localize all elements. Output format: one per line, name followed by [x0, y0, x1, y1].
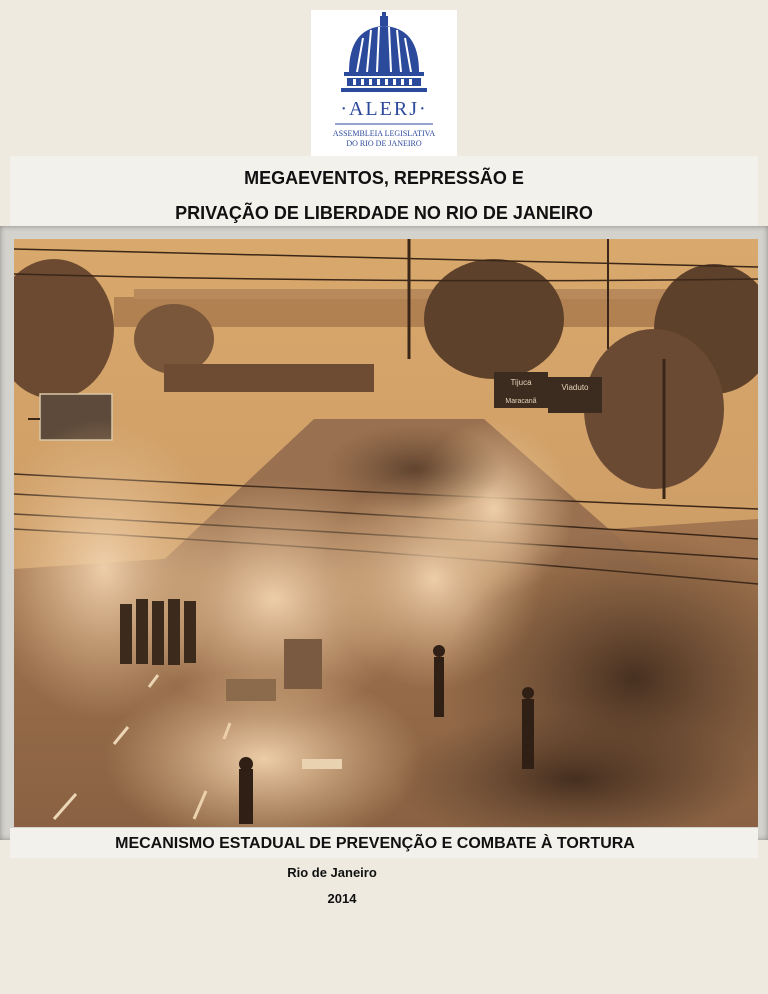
sign-text-tijuca: Tijuca	[510, 378, 532, 387]
document-title-line2: PRIVAÇÃO DE LIBERDADE NO RIO DE JANEIRO	[175, 203, 593, 223]
logo-subtitle-line1: ASSEMBLEIA LEGISLATIVA	[332, 129, 436, 138]
cover-photo	[14, 239, 758, 827]
alerj-logo	[311, 10, 457, 156]
organization-name: MECANISMO ESTADUAL DE PREVENÇÃO E COMBATE À TORTURA	[115, 835, 635, 852]
logo-subtitle-line2: DO RIO DE JANEIRO	[346, 139, 422, 148]
city-label: Rio de Janeiro	[287, 865, 377, 880]
sign-text-viaduto: Viaduto	[561, 383, 589, 392]
year-label: 2014	[327, 891, 357, 906]
logo-title: ·ALERJ·	[340, 98, 428, 120]
sign-text-maracana: Maracanã	[505, 398, 537, 405]
document-title-line1: MEGAEVENTOS, REPRESSÃO E	[244, 168, 524, 188]
protest-scene-image	[14, 239, 758, 827]
